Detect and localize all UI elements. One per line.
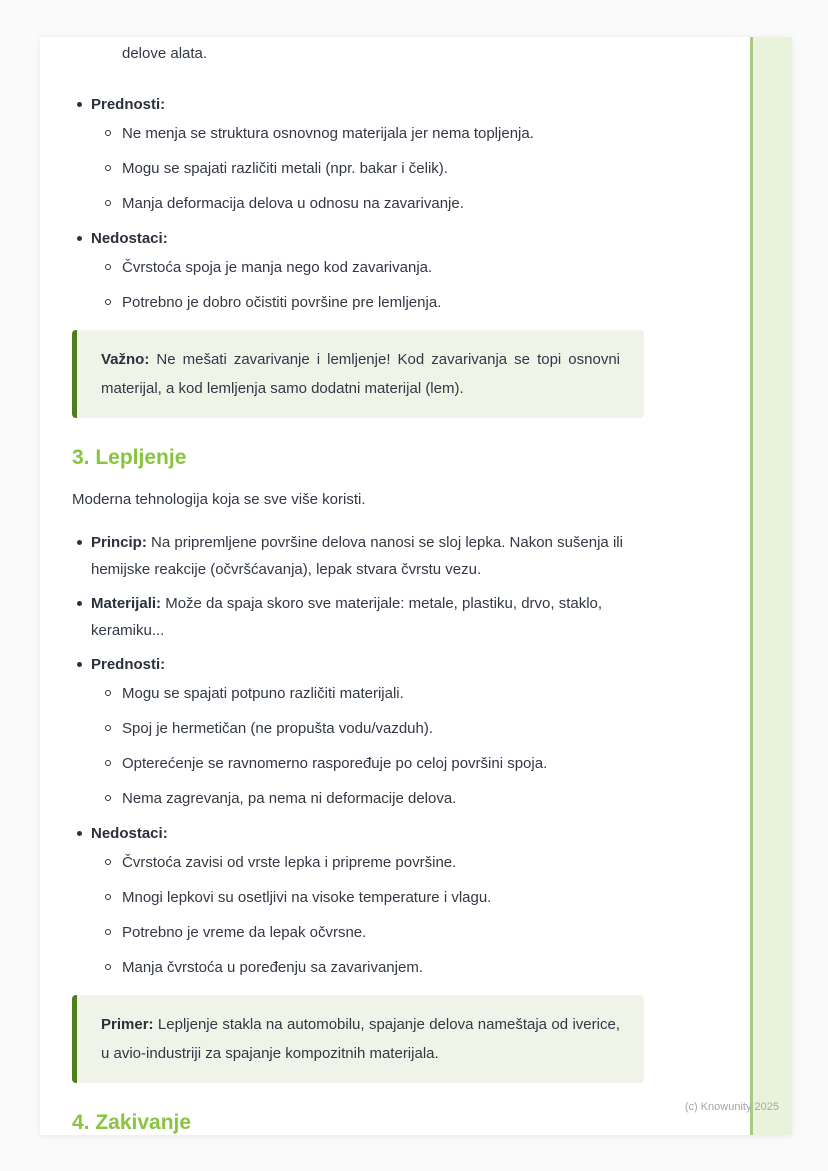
document-page (40, 37, 792, 1135)
bullet-materijali (72, 590, 644, 644)
callout-label: Važno: (101, 351, 150, 368)
list-label-text: Nedostaci: (91, 230, 168, 247)
watermark: (c) Knowunity 2025 (684, 1101, 779, 1113)
callout-text: Lepljenje stakla na automobilu, spajanje delova nameštaja od iverice, u avio-industriji za spajanje kompozitnih materijala. (101, 1016, 620, 1062)
callout-example (72, 995, 644, 1083)
list-label (72, 91, 644, 118)
disadvantages-list (72, 225, 644, 316)
bullet-text: Na pripremljene površine delova nanosi se sloj lepka. Nakon sušenja ili hemijske reakcije (očvršćavanja), lepak stvara čvrstu vezu. (91, 534, 623, 578)
continuation-text: delove alata. (122, 45, 208, 62)
bullet-princip (72, 529, 644, 583)
list-label-text: Nedostaci: (91, 825, 168, 842)
list-item: Spoj je hermetičan (ne propušta vodu/vazduh). (72, 715, 644, 742)
list-item: Ne menja se struktura osnovnog materijala jer nema topljenja. (72, 120, 644, 147)
list-item: Potrebno je vreme da lepak očvrsne. (72, 919, 644, 946)
disadvantages-list-lepljenje (72, 820, 644, 981)
advantages-list-lepljenje (72, 651, 644, 812)
list-label-text: Prednosti: (91, 656, 166, 673)
page-edge-stripe (750, 37, 792, 1135)
callout-text: Ne mešati zavarivanje i lemljenje! Kod zavarivanja se topi osnovni materijal, a kod lemljenja samo dodatni materijal (lem). (101, 351, 620, 397)
list-item: Opterećenje se ravnomerno raspoređuje po celoj površini spoja. (72, 750, 644, 777)
list-item: Čvrstoća zavisi od vrste lepka i pripreme površine. (72, 849, 644, 876)
advantages-list (72, 91, 644, 217)
section-heading-zakivanje: 4. Zakivanje (72, 1111, 192, 1134)
list-item: Manja čvrstoća u poređenju sa zavarivanjem. (72, 954, 644, 981)
list-label (72, 651, 644, 678)
document-content (72, 37, 644, 1151)
bullet-text: Može da spaja skoro sve materijale: metale, plastiku, drvo, staklo, keramiku... (91, 595, 603, 639)
list-item: Mogu se spajati različiti metali (npr. bakar i čelik). (72, 155, 644, 182)
bullet-label: Princip: (91, 534, 147, 551)
section-heading-lepljenje: 3. Lepljenje (72, 446, 187, 469)
list-item: Mogu se spajati potpuno različiti materijali. (72, 680, 644, 707)
list-item: Mnogi lepkovi su osetljivi na visoke temperature i vlagu. (72, 884, 644, 911)
callout-important (72, 330, 644, 418)
list-item: Čvrstoća spoja je manja nego kod zavarivanja. (72, 254, 644, 281)
list-label (72, 225, 644, 252)
list-item: Potrebno je dobro očistiti površine pre lemljenja. (72, 289, 644, 316)
list-label (72, 820, 644, 847)
section-intro: Moderna tehnologija koja se sve više koristi. (72, 491, 366, 508)
list-item: Nema zagrevanja, pa nema ni deformacije delova. (72, 785, 644, 812)
bullet-label: Materijali: (91, 595, 162, 612)
list-label-text: Prednosti: (91, 96, 166, 113)
callout-label: Primer: (101, 1016, 154, 1033)
list-item: Manja deformacija delova u odnosu na zavarivanje. (72, 190, 644, 217)
